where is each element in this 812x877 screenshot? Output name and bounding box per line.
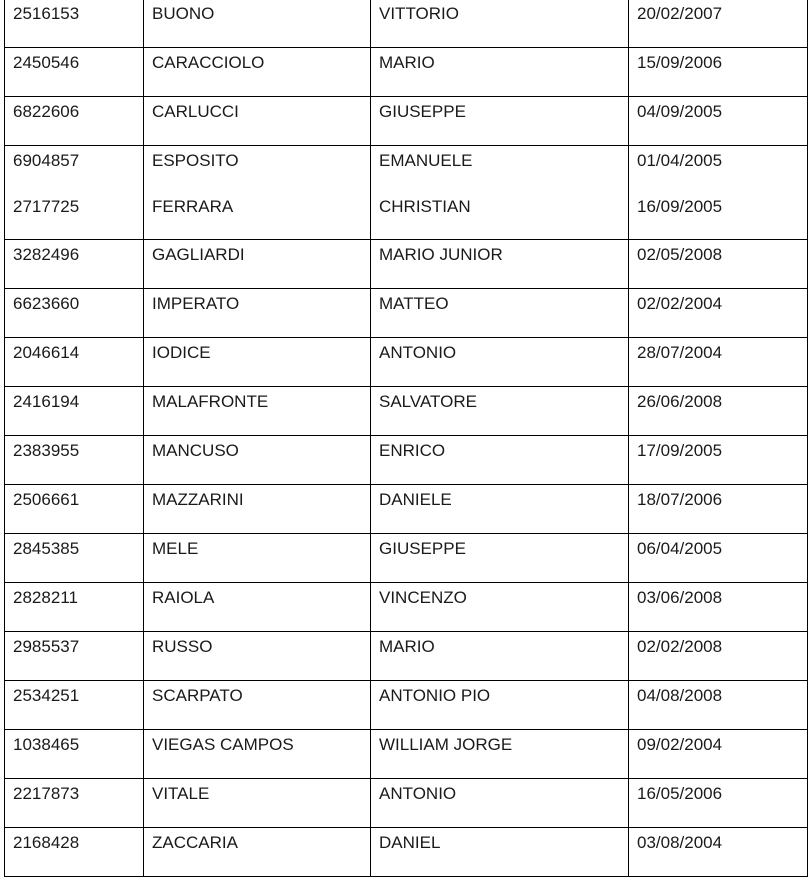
table-row bbox=[5, 146, 808, 194]
cell-birth-date: 15/09/2006 bbox=[629, 48, 808, 97]
cell-name: GIUSEPPE bbox=[371, 97, 629, 146]
cell-surname: MALAFRONTE bbox=[144, 387, 371, 436]
cell-id: 3282496 bbox=[5, 240, 144, 289]
cell-birth-date: 26/06/2008 bbox=[629, 387, 808, 436]
table-row bbox=[5, 48, 808, 97]
cell-surname: ESPOSITO bbox=[144, 146, 371, 194]
table-row bbox=[5, 240, 808, 289]
cell-birth-date: 20/02/2007 bbox=[629, 0, 808, 48]
cell-surname: VITALE bbox=[144, 779, 371, 828]
cell-id: 2534251 bbox=[5, 681, 144, 730]
cell-id: 2828211 bbox=[5, 583, 144, 632]
cell-surname: IODICE bbox=[144, 338, 371, 387]
cell-surname: IMPERATO bbox=[144, 289, 371, 338]
cell-birth-date: 02/02/2008 bbox=[629, 632, 808, 681]
cell-id: 2717725 bbox=[5, 193, 144, 240]
cell-id: 6904857 bbox=[5, 146, 144, 194]
cell-id: 6623660 bbox=[5, 289, 144, 338]
cell-name: SALVATORE bbox=[371, 387, 629, 436]
cell-birth-date: 06/04/2005 bbox=[629, 534, 808, 583]
cell-id: 2985537 bbox=[5, 632, 144, 681]
table-row bbox=[5, 436, 808, 485]
cell-name: MARIO bbox=[371, 632, 629, 681]
cell-name: CHRISTIAN bbox=[371, 193, 629, 240]
cell-id: 2450546 bbox=[5, 48, 144, 97]
cell-id: 2046614 bbox=[5, 338, 144, 387]
cell-birth-date: 02/05/2008 bbox=[629, 240, 808, 289]
cell-surname: MELE bbox=[144, 534, 371, 583]
cell-id: 2383955 bbox=[5, 436, 144, 485]
cell-birth-date: 04/08/2008 bbox=[629, 681, 808, 730]
cell-surname: BUONO bbox=[144, 0, 371, 48]
cell-surname: MAZZARINI bbox=[144, 485, 371, 534]
cell-surname: GAGLIARDI bbox=[144, 240, 371, 289]
cell-birth-date: 02/02/2004 bbox=[629, 289, 808, 338]
cell-surname: MANCUSO bbox=[144, 436, 371, 485]
cell-name: VITTORIO bbox=[371, 0, 629, 48]
cell-name: ANTONIO bbox=[371, 779, 629, 828]
cell-id: 2416194 bbox=[5, 387, 144, 436]
table-row bbox=[5, 289, 808, 338]
cell-name: DANIELE bbox=[371, 485, 629, 534]
cell-name: EMANUELE bbox=[371, 146, 629, 194]
cell-surname: RAIOLA bbox=[144, 583, 371, 632]
table-row bbox=[5, 97, 808, 146]
cell-birth-date: 03/08/2004 bbox=[629, 828, 808, 877]
cell-name: ANTONIO bbox=[371, 338, 629, 387]
cell-name: MARIO JUNIOR bbox=[371, 240, 629, 289]
cell-surname: ZACCARIA bbox=[144, 828, 371, 877]
table-row bbox=[5, 681, 808, 730]
cell-id: 2516153 bbox=[5, 0, 144, 48]
cell-id: 2506661 bbox=[5, 485, 144, 534]
cell-id: 2217873 bbox=[5, 779, 144, 828]
cell-birth-date: 09/02/2004 bbox=[629, 730, 808, 779]
player-table bbox=[4, 0, 808, 877]
table-row bbox=[5, 0, 808, 48]
cell-name: ANTONIO PIO bbox=[371, 681, 629, 730]
table-row bbox=[5, 193, 808, 240]
cell-birth-date: 01/04/2005 bbox=[629, 146, 808, 194]
cell-id: 1038465 bbox=[5, 730, 144, 779]
cell-surname: FERRARA bbox=[144, 193, 371, 240]
cell-id: 6822606 bbox=[5, 97, 144, 146]
cell-name: WILLIAM JORGE bbox=[371, 730, 629, 779]
cell-birth-date: 17/09/2005 bbox=[629, 436, 808, 485]
cell-surname: SCARPATO bbox=[144, 681, 371, 730]
cell-birth-date: 04/09/2005 bbox=[629, 97, 808, 146]
cell-birth-date: 28/07/2004 bbox=[629, 338, 808, 387]
table-row bbox=[5, 387, 808, 436]
cell-name: MARIO bbox=[371, 48, 629, 97]
document-page bbox=[4, 0, 807, 877]
cell-name: GIUSEPPE bbox=[371, 534, 629, 583]
cell-surname: RUSSO bbox=[144, 632, 371, 681]
cell-birth-date: 16/09/2005 bbox=[629, 193, 808, 240]
player-table-body bbox=[5, 0, 808, 877]
cell-name: MATTEO bbox=[371, 289, 629, 338]
cell-id: 2168428 bbox=[5, 828, 144, 877]
cell-name: ENRICO bbox=[371, 436, 629, 485]
table-row bbox=[5, 338, 808, 387]
cell-id: 2845385 bbox=[5, 534, 144, 583]
table-row bbox=[5, 583, 808, 632]
table-row bbox=[5, 534, 808, 583]
table-row bbox=[5, 632, 808, 681]
cell-name: VINCENZO bbox=[371, 583, 629, 632]
cell-birth-date: 03/06/2008 bbox=[629, 583, 808, 632]
cell-birth-date: 16/05/2006 bbox=[629, 779, 808, 828]
table-row bbox=[5, 779, 808, 828]
cell-name: DANIEL bbox=[371, 828, 629, 877]
cell-surname: CARACCIOLO bbox=[144, 48, 371, 97]
cell-birth-date: 18/07/2006 bbox=[629, 485, 808, 534]
table-row bbox=[5, 828, 808, 877]
cell-surname: VIEGAS CAMPOS bbox=[144, 730, 371, 779]
cell-surname: CARLUCCI bbox=[144, 97, 371, 146]
table-row bbox=[5, 730, 808, 779]
table-row bbox=[5, 485, 808, 534]
